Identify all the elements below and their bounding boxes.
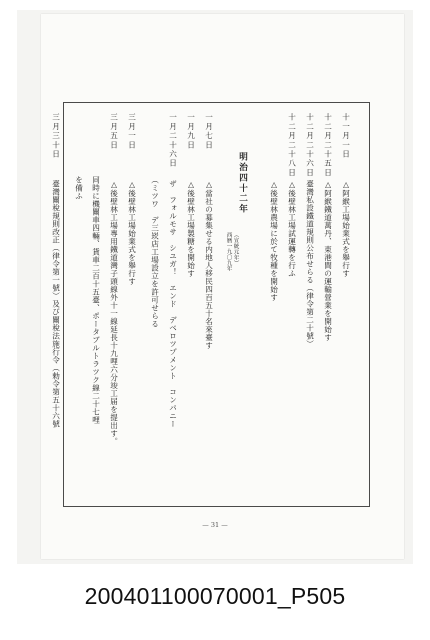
- entry-text: △後壁林工場專用鐵道灣子頭線外十一線延長十九哩六分竣工届を提出す。: [109, 180, 119, 446]
- entry-date: 三月三十日: [51, 113, 61, 159]
- entry-date: 三月一日: [127, 113, 137, 150]
- entry-text: △後壁林工場試運轉を行ふ: [287, 180, 297, 278]
- entry-date: 一月七日: [204, 113, 214, 150]
- entry-text: △阿緱工場始業式を舉行す: [341, 180, 351, 278]
- entry-date: 三月五日: [109, 113, 119, 150]
- page-number: — 31 —: [202, 521, 228, 529]
- entry-text: ザ フォルモサ シユガ！ エンド デベロツプメント コンパニー: [168, 180, 178, 428]
- entry-text: 臺灣關稅規則改正（律令第一號）及び關稅法施行令（勅令第五十六號: [51, 180, 61, 428]
- entry-date: 十一月一日: [341, 113, 351, 159]
- entry-text: （ミツワ デ三崁店工場設立を許可せらる: [150, 176, 160, 328]
- entry-text: 臺灣私設鐵道規則公布せらる（律令第二十號）: [305, 180, 315, 348]
- entry-text: を備ふ: [74, 176, 84, 200]
- entry-date: 十二月二十八日: [287, 113, 297, 178]
- entry-date: 一月九日: [186, 113, 196, 150]
- entry-text: △後壁林工場始業式を舉行す: [127, 180, 137, 286]
- entry-text: △當社の募集せる内地人移民四百五十名來臺す: [204, 180, 214, 350]
- entry-date: 十二月二十六日: [305, 113, 315, 178]
- image-caption: 200401100070001_P505: [84, 583, 346, 609]
- entry-text: △後壁林工場製糖を開始す: [186, 180, 196, 278]
- entry-date: 一月二十六日: [168, 113, 178, 169]
- entry-text: △阿緱鐵道萬丹、東港間の運輸營業を開始す: [323, 180, 333, 342]
- entry-text: △後壁林農場に於て牧種を開始す: [269, 180, 279, 302]
- year-heading: 明治四十二年: [237, 152, 248, 215]
- era-note: 西暦一九〇九年: [225, 232, 232, 272]
- entry-date: 十二月二十五日: [323, 113, 333, 178]
- entry-text: 同時に機關車四輛、貨車二百十五臺、ポータブルトラツク線二十七哩: [91, 176, 101, 424]
- era-note: （宣統元年）: [232, 232, 239, 266]
